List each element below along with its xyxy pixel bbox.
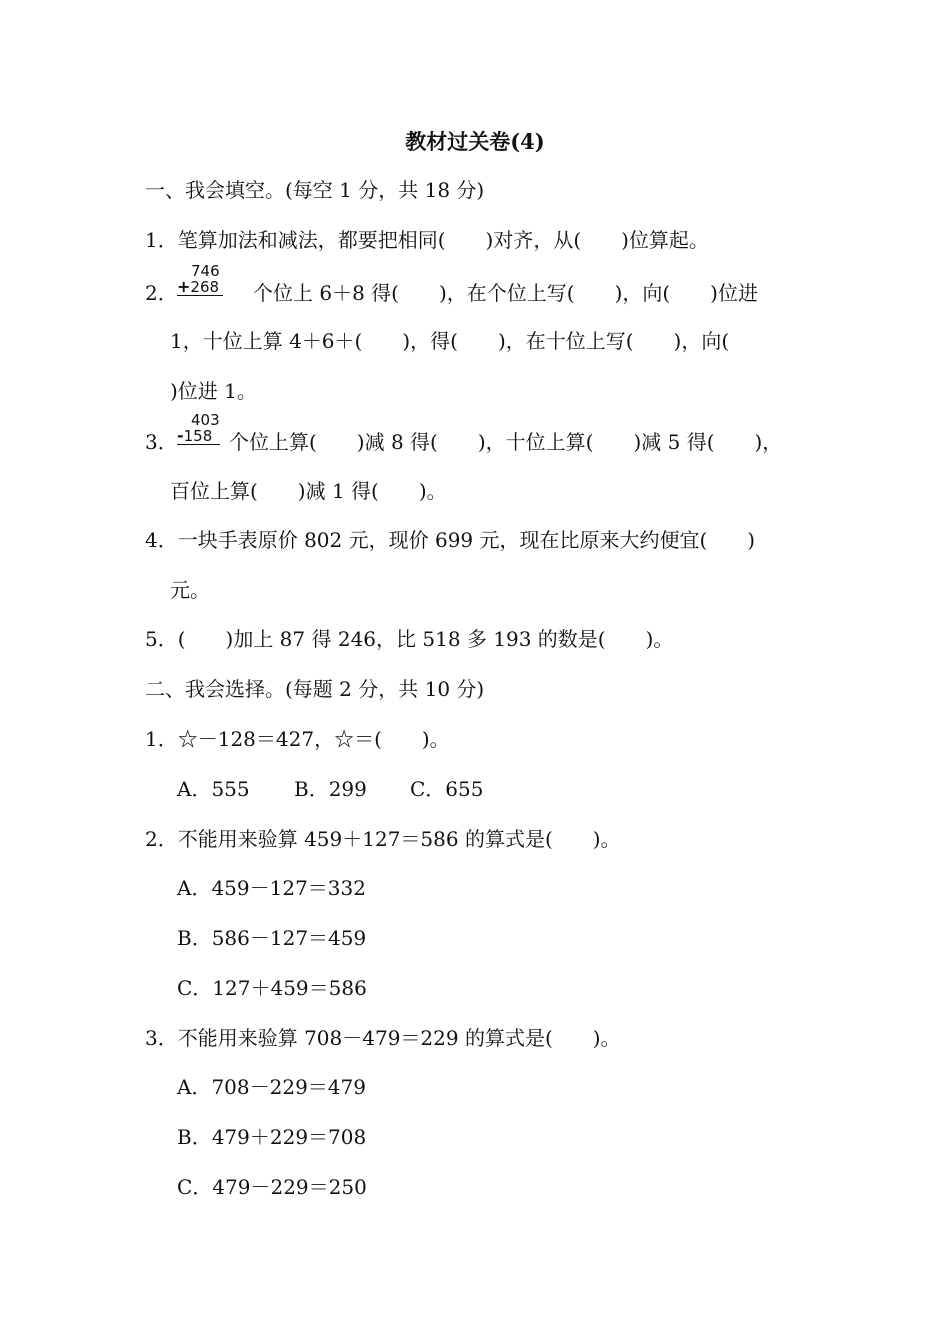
s1-question-2-line-3: )位进 1。 [170,379,257,403]
s1-question-3-number: 3． [145,430,178,454]
s2-question-1-option-a: A．555 [177,777,250,801]
s2-question-3-option-b: B．479＋229＝708 [177,1125,367,1149]
s2-question-3-option-c: C．479－229＝250 [177,1175,367,1199]
s2-question-3-stem: 3．不能用来验算 708－479＝229 的算式是( )。 [145,1026,621,1050]
minus-operator: - [177,426,184,445]
s2-question-2-option-a: A．459－127＝332 [177,876,366,900]
vertical-top-number: 403 [191,411,220,429]
vertical-bottom-row [177,428,220,445]
s2-question-1-stem: 1．☆－128＝427，☆＝( )。 [145,727,450,751]
plus-operator: + [177,277,191,296]
page-title: 教材过关卷(4) [405,129,545,154]
s1-question-2-line-2: 1，十位上算 4＋6＋( )，得( )，在十位上写( )，向( [170,329,730,353]
s1-question-3-vertical-subtraction [177,412,220,445]
s1-question-1: 1．笔算加法和减法，都要把相同( )对齐，从( )位算起。 [145,228,709,252]
s2-question-3-option-a: A．708－229＝479 [177,1075,366,1099]
s1-question-3-line-2: 百位上算( )减 1 得( )。 [170,479,447,503]
s2-question-2-option-b: B．586－127＝459 [177,926,367,950]
s1-question-5: 5．( )加上 87 得 246，比 518 多 193 的数是( )。 [145,627,674,651]
s2-question-1-option-c: C．655 [410,777,484,801]
s1-question-2-vertical-addition [177,263,223,296]
vertical-bottom-row [177,279,223,296]
section-1-heading: 一、我会填空。(每空 1 分，共 18 分) [145,178,485,202]
s1-question-4-line-1: 4．一块手表原价 802 元，现价 699 元，现在比原来大约便宜( ) [145,528,756,552]
s1-question-2-number: 2． [145,281,178,305]
s2-question-1-option-b: B．299 [294,777,367,801]
s1-question-3-line-1: 个位上算( )减 8 得( )，十位上算( )减 5 得( )， [229,430,783,454]
s1-question-2-line-1: 个位上 6＋8 得( )，在个位上写( )，向( )位进 [253,281,758,305]
s2-question-2-stem: 2．不能用来验算 459＋127＝586 的算式是( )。 [145,827,621,851]
section-2-heading: 二、我会选择。(每题 2 分，共 10 分) [145,677,485,701]
vertical-bottom-number: 158 [183,427,213,445]
vertical-top-number: 746 [191,262,220,280]
s2-question-2-option-c: C．127＋459＝586 [177,976,367,1000]
s1-question-4-line-2: 元。 [170,578,210,602]
vertical-bottom-number: 268 [190,278,220,296]
